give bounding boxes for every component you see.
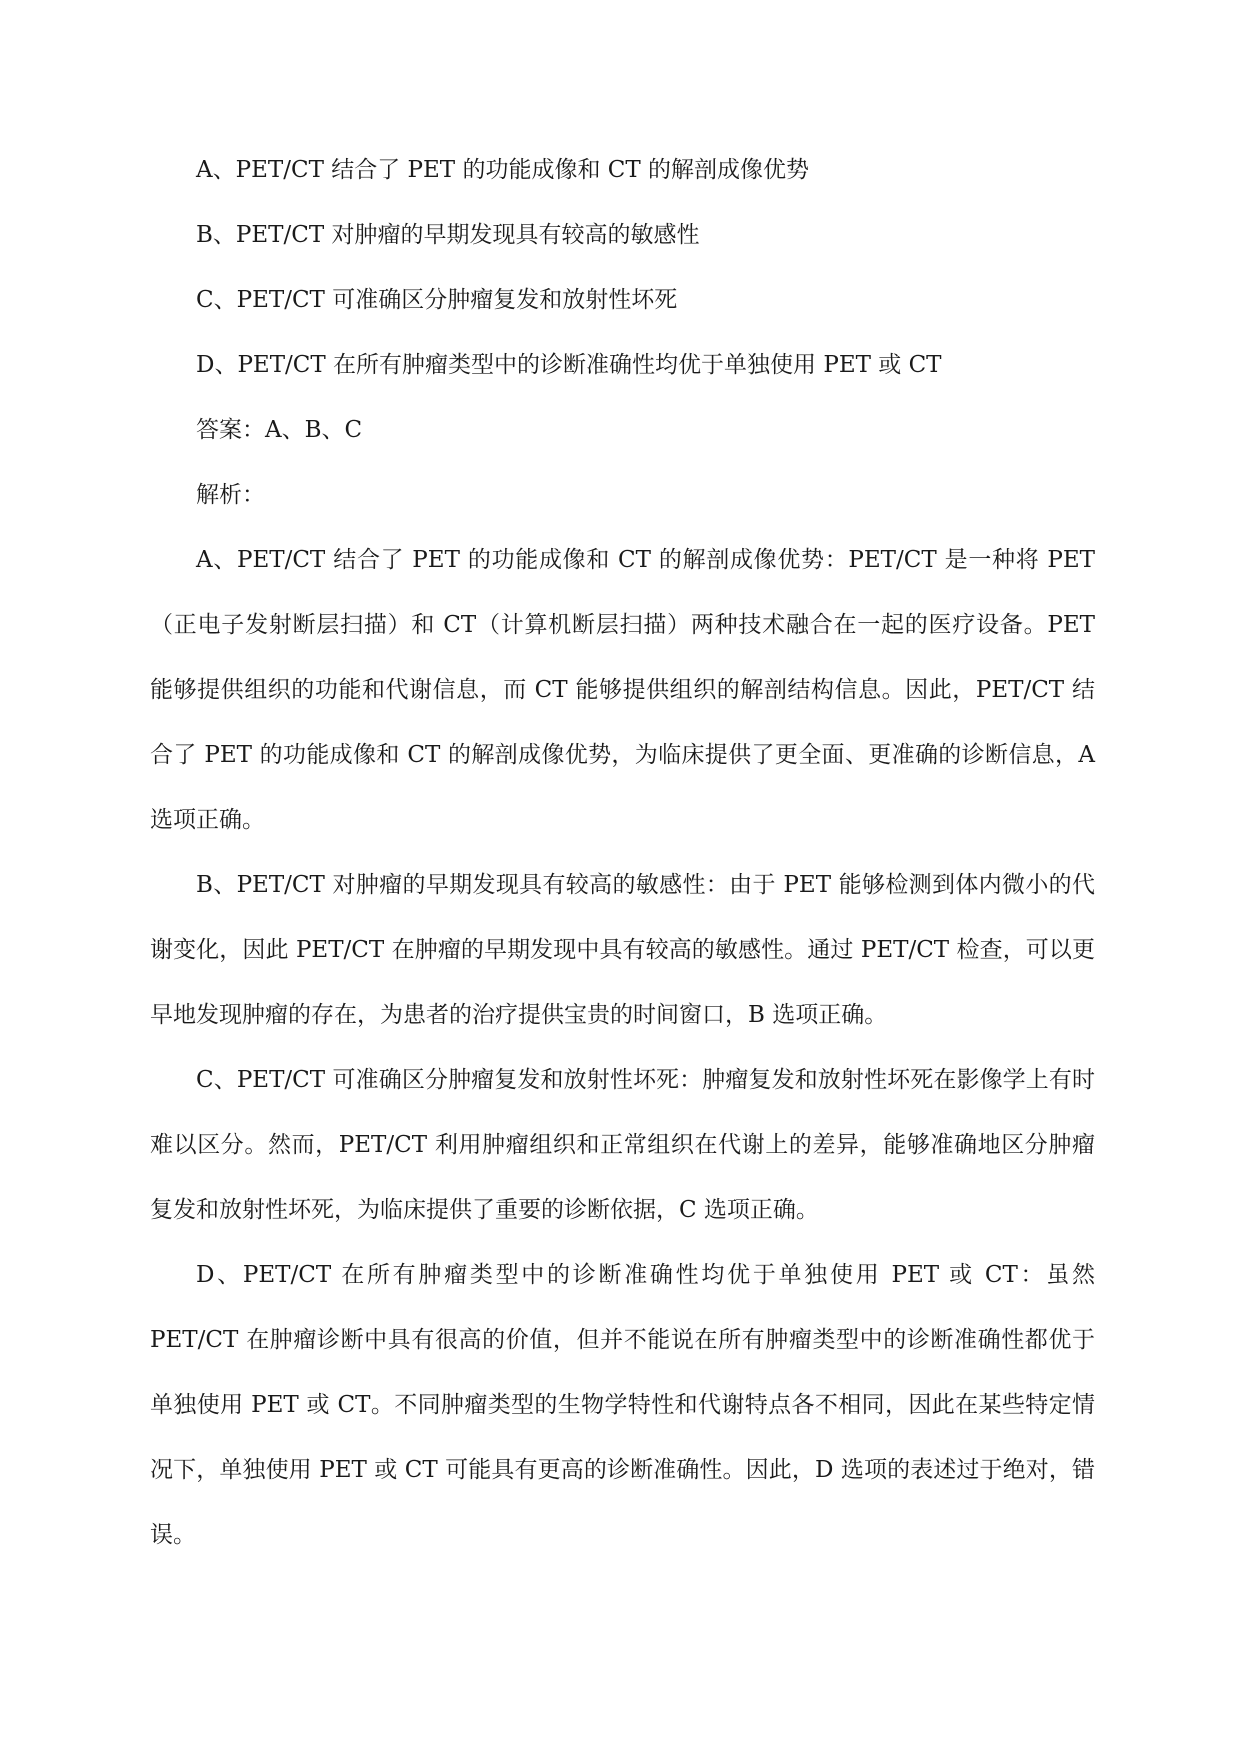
option-d: D、PET/CT 在所有肿瘤类型中的诊断准确性均优于单独使用 PET 或 CT [196,352,942,378]
option-c: C、PET/CT 可准确区分肿瘤复发和放射性坏死 [196,287,678,313]
analysis-paragraph-a: A、PET/CT 结合了 PET 的功能成像和 CT 的解剖成像优势：PET/CT 是一种将 PET（正电子发射断层扫描）和 CT（计算机断层扫描）两种技术融合在一起的医疗设备。PET 能够提供组织的功能和代谢信息，而 CT 能够提供组织的解剖结构信息。因此，PET/CT 结合了 PET 的功能成像和 CT 的解剖成像优势，为临床提供了更全面、更准确的诊断信息，A 选项正确。 [150,547,1095,833]
analysis-paragraph-c: C、PET/CT 可准确区分肿瘤复发和放射性坏死：肿瘤复发和放射性坏死在影像学上有时难以区分。然而，PET/CT 利用肿瘤组织和正常组织在代谢上的差异，能够准确地区分肿瘤复发和放射性坏死，为临床提供了重要的诊断依据，C 选项正确。 [150,1067,1095,1223]
question-content [150,138,1095,1568]
option-b: B、PET/CT 对肿瘤的早期发现具有较高的敏感性 [196,222,700,248]
option-a: A、PET/CT 结合了 PET 的功能成像和 CT 的解剖成像优势 [196,157,810,183]
analysis-paragraph-d: D、PET/CT 在所有肿瘤类型中的诊断准确性均优于单独使用 PET 或 CT：虽然 PET/CT 在肿瘤诊断中具有很高的价值，但并不能说在所有肿瘤类型中的诊断准确性都优于单独使用 PET 或 CT。不同肿瘤类型的生物学特性和代谢特点各不相同，因此在某些特定情况下，单独使用 PET 或 CT 可能具有更高的诊断准确性。因此，D 选项的表述过于绝对，错误。 [150,1262,1095,1548]
answer-line: 答案：A、B、C [196,417,363,443]
analysis-paragraph-b: B、PET/CT 对肿瘤的早期发现具有较高的敏感性：由于 PET 能够检测到体内微小的代谢变化，因此 PET/CT 在肿瘤的早期发现中具有较高的敏感性。通过 PET/CT 检查，可以更早地发现肿瘤的存在，为患者的治疗提供宝贵的时间窗口，B 选项正确。 [150,872,1095,1028]
analysis-label: 解析： [196,482,265,508]
